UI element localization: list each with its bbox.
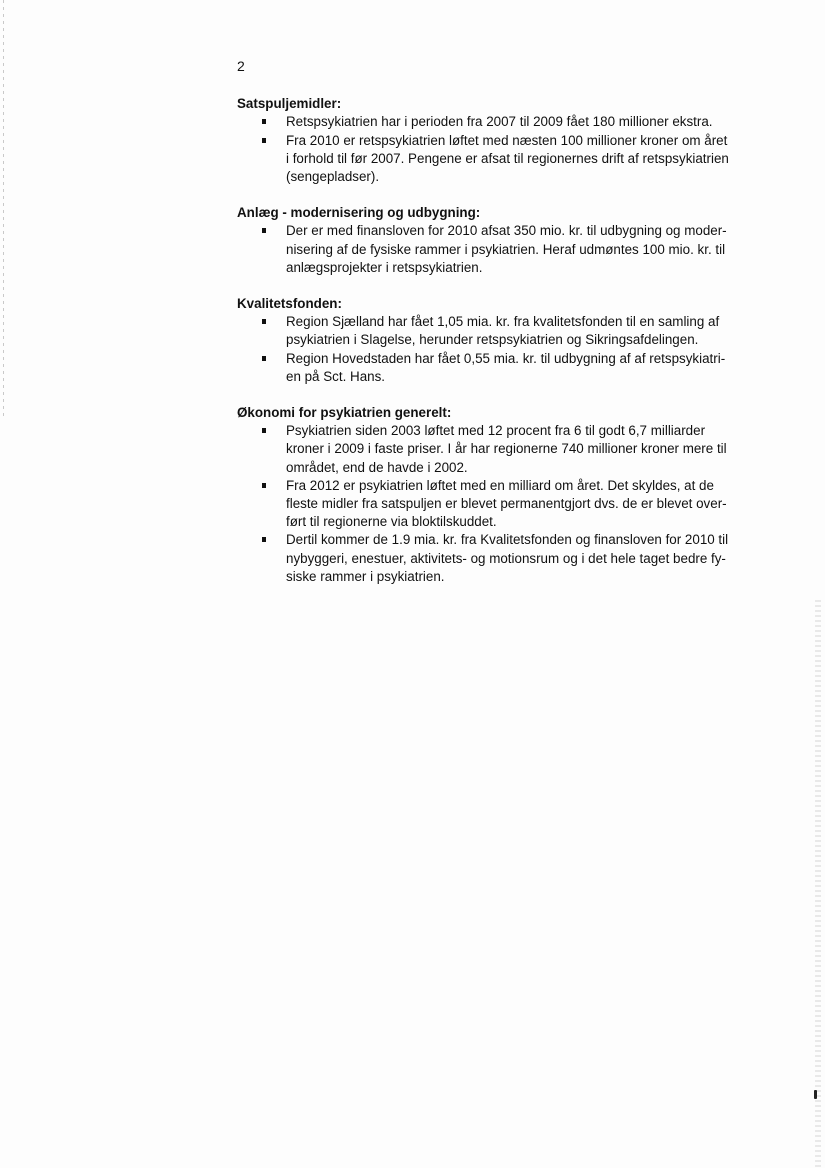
- list-item: [237, 477, 757, 532]
- list-item-line: Fra 2012 er psykiatrien løftet med en milliard om året. Det skyldes, at de: [286, 477, 714, 493]
- list-item-line: Dertil kommer de 1.9 mia. kr. fra Kvalitetsfonden og finansloven for 2010 til: [286, 532, 729, 548]
- list-item-line: Retspsykiatrien har i perioden fra 2007 til 2009 fået 180 millioner ekstra.: [286, 114, 713, 130]
- scan-edge-left: [3, 0, 4, 420]
- list-item-line: fleste midler fra satspuljen er blevet permanentgjort dvs. de er blevet over-: [286, 496, 727, 512]
- list-item-line: området, end de havde i 2002.: [286, 459, 468, 475]
- scan-edge-right: [815, 600, 821, 1168]
- section-kvalitetsfonden: [237, 295, 757, 386]
- list-item-line: psykiatrien i Slagelse, herunder retspsykiatrien og Sikringsafdelingen.: [286, 332, 699, 348]
- page-number: 2: [237, 58, 245, 74]
- bullet-list: [237, 222, 757, 277]
- document-body: [237, 57, 757, 604]
- list-item: [237, 531, 757, 586]
- list-item: [237, 350, 757, 386]
- list-item-line: ført til regionerne via bloktilskuddet.: [286, 514, 497, 530]
- bullet-list: [237, 113, 757, 186]
- section-oekonomi: [237, 404, 757, 586]
- list-item-line: Der er med finansloven for 2010 afsat 350 mio. kr. til udbygning og moder-: [286, 223, 727, 239]
- bullet-list: [237, 422, 757, 586]
- bullet-icon: [262, 119, 266, 124]
- list-item-line: kroner i 2009 i faste priser. I år har regionerne 740 millioner kroner mere til: [286, 441, 727, 457]
- list-item-line: anlægsprojekter i retspsykiatrien.: [286, 259, 483, 275]
- bullet-icon: [262, 228, 266, 233]
- list-item-line: i forhold til før 2007. Pengene er afsat til regionernes drift af retspsykiatrien: [286, 150, 729, 166]
- list-item: [237, 113, 757, 131]
- list-item-line: siske rammer i psykiatrien.: [286, 568, 445, 584]
- list-item: [237, 313, 757, 349]
- bullet-icon: [262, 428, 266, 433]
- list-item-line: Fra 2010 er retspsykiatrien løftet med næsten 100 millioner kroner om året: [286, 132, 728, 148]
- bullet-list: [237, 313, 757, 386]
- list-item-line: nybyggeri, enestuer, aktivitets- og motionsrum og i det hele taget bedre fy-: [286, 550, 726, 566]
- section-heading: Anlæg - modernisering og udbygning:: [237, 205, 481, 221]
- list-item-line: Psykiatrien siden 2003 løftet med 12 procent fra 6 til godt 6,7 milliarder: [286, 423, 706, 439]
- list-item: [237, 132, 757, 187]
- section-anlaeg: [237, 204, 757, 277]
- bullet-icon: [262, 138, 266, 143]
- section-heading: Kvalitetsfonden:: [237, 296, 342, 312]
- bullet-icon: [262, 356, 266, 361]
- bullet-icon: [262, 483, 266, 488]
- list-item-line: nisering af de fysiske rammer i psykiatrien. Heraf udmøntes 100 mio. kr. til: [286, 241, 726, 257]
- section-heading: Økonomi for psykiatrien generelt:: [237, 405, 452, 421]
- bullet-icon: [262, 537, 266, 542]
- section-satspuljemidler: [237, 95, 757, 186]
- list-item-line: Region Hovedstaden har fået 0,55 mia. kr. til udbygning af af retspsykiatri-: [286, 350, 726, 366]
- list-item-line: en på Sct. Hans.: [286, 368, 385, 384]
- bullet-icon: [262, 319, 266, 324]
- list-item: [237, 222, 757, 277]
- list-item: [237, 422, 757, 477]
- section-heading: Satspuljemidler:: [237, 96, 342, 112]
- scan-mark: [814, 1090, 817, 1099]
- list-item-line: Region Sjælland har fået 1,05 mia. kr. fra kvalitetsfonden til en samling af: [286, 314, 720, 330]
- list-item-line: (sengepladser).: [286, 169, 380, 185]
